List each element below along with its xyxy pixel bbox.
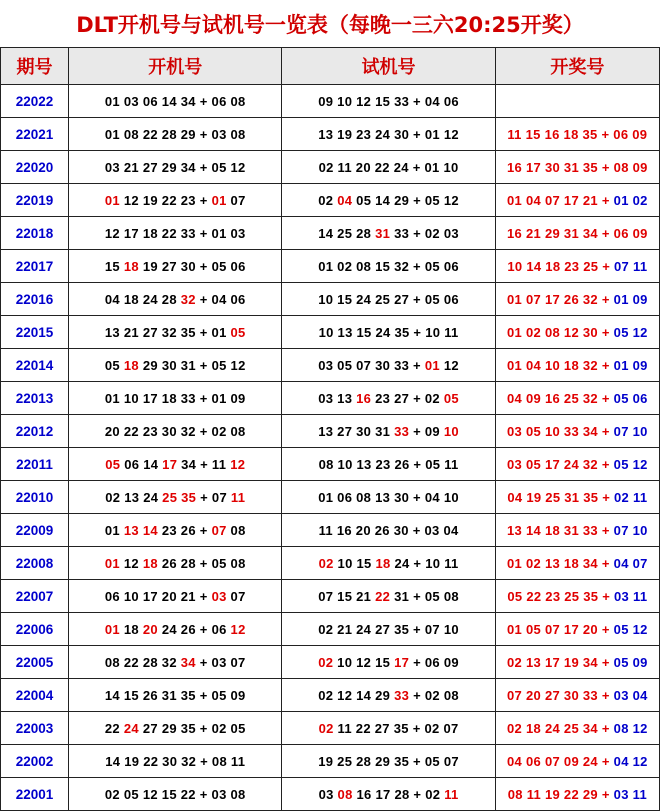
issue-number: 22006 (15, 621, 54, 637)
table-row (1, 85, 660, 118)
issue-number: 22009 (15, 522, 54, 538)
cell-open-number (69, 184, 282, 217)
cell-test-number (282, 745, 495, 778)
cell-test-number (282, 415, 495, 448)
cell-open-number (69, 85, 282, 118)
issue-number: 22008 (15, 555, 54, 571)
cell-draw-number (495, 85, 659, 118)
cell-draw-number-value: 02 13 17 19 34 + 05 09 (507, 654, 648, 670)
cell-draw-number (495, 514, 659, 547)
table-row (1, 745, 660, 778)
cell-draw-number (495, 151, 659, 184)
cell-draw-number (495, 283, 659, 316)
cell-test-number-value: 14 25 28 31 33 + 02 03 (318, 225, 459, 241)
cell-open-number-value: 01 12 19 22 23 + 01 07 (104, 192, 246, 208)
cell-open-number-value: 20 22 23 30 32 + 02 08 (104, 423, 246, 439)
table-row (1, 415, 660, 448)
cell-issue (1, 316, 69, 349)
cell-draw-number (495, 580, 659, 613)
cell-draw-number (495, 481, 659, 514)
cell-draw-number-value: 01 02 13 18 34 + 04 07 (507, 555, 648, 571)
table-row (1, 448, 660, 481)
cell-issue (1, 415, 69, 448)
issue-number: 22010 (15, 489, 54, 505)
cell-test-number (282, 514, 495, 547)
issue-number: 22014 (15, 357, 54, 373)
cell-draw-number (495, 316, 659, 349)
cell-issue (1, 85, 69, 118)
cell-open-number-value: 15 18 19 27 30 + 05 06 (104, 258, 246, 274)
cell-open-number-value: 02 05 12 15 22 + 03 08 (104, 786, 246, 802)
issue-number: 22016 (15, 291, 54, 307)
cell-test-number (282, 85, 495, 118)
cell-issue (1, 217, 69, 250)
cell-test-number-value: 13 27 30 31 33 + 09 10 (318, 423, 459, 439)
issue-number: 22005 (15, 654, 54, 670)
cell-draw-number (495, 778, 659, 811)
cell-open-number-value: 13 21 27 32 35 + 01 05 (104, 324, 246, 340)
column-header-draw: 开奖号 (495, 48, 659, 85)
cell-open-number-value: 14 19 22 30 32 + 08 11 (105, 753, 246, 769)
cell-open-number-value: 01 10 17 18 33 + 01 09 (104, 390, 246, 406)
cell-issue (1, 448, 69, 481)
cell-draw-number (495, 217, 659, 250)
issue-number: 22004 (15, 687, 54, 703)
cell-draw-number (495, 613, 659, 646)
cell-open-number (69, 547, 282, 580)
cell-issue (1, 118, 69, 151)
cell-draw-number-value: 13 14 18 31 33 + 07 10 (507, 522, 648, 538)
cell-test-number (282, 778, 495, 811)
cell-issue (1, 283, 69, 316)
cell-open-number-value: 01 08 22 28 29 + 03 08 (104, 126, 246, 142)
table-body (1, 85, 660, 811)
cell-test-number (282, 184, 495, 217)
cell-draw-number (495, 679, 659, 712)
cell-draw-number (495, 712, 659, 745)
issue-number: 22020 (15, 159, 54, 175)
cell-test-number (282, 217, 495, 250)
issue-number: 22003 (15, 720, 54, 736)
cell-issue (1, 514, 69, 547)
cell-open-number (69, 382, 282, 415)
cell-open-number (69, 217, 282, 250)
cell-draw-number (495, 349, 659, 382)
cell-test-number-value: 11 16 20 26 30 + 03 04 (318, 522, 459, 538)
cell-draw-number-value: 08 11 19 22 29 + 03 11 (507, 786, 647, 802)
cell-draw-number (495, 382, 659, 415)
column-header-test: 试机号 (282, 48, 495, 85)
cell-test-number (282, 118, 495, 151)
cell-open-number-value: 05 06 14 17 34 + 11 12 (105, 456, 246, 472)
cell-open-number-value: 01 12 18 26 28 + 05 08 (104, 555, 246, 571)
cell-open-number-value: 01 18 20 24 26 + 06 12 (104, 621, 246, 637)
cell-open-number-value: 06 10 17 20 21 + 03 07 (104, 588, 246, 604)
table-row (1, 712, 660, 745)
column-header-open: 开机号 (69, 48, 282, 85)
cell-issue (1, 547, 69, 580)
cell-open-number (69, 580, 282, 613)
cell-open-number-value: 14 15 26 31 35 + 05 09 (104, 687, 246, 703)
cell-draw-number-value: 16 17 30 31 35 + 08 09 (507, 159, 648, 175)
cell-issue (1, 712, 69, 745)
cell-issue (1, 613, 69, 646)
cell-draw-number-value: 01 05 07 17 20 + 05 12 (507, 621, 648, 637)
cell-test-number-value: 02 04 05 14 29 + 05 12 (318, 192, 459, 208)
table-row (1, 382, 660, 415)
cell-open-number (69, 118, 282, 151)
cell-test-number (282, 250, 495, 283)
cell-draw-number-value: 11 15 16 18 35 + 06 09 (507, 126, 648, 142)
cell-test-number-value: 19 25 28 29 35 + 05 07 (318, 753, 459, 769)
cell-test-number (282, 316, 495, 349)
cell-open-number (69, 250, 282, 283)
issue-number: 22013 (15, 390, 54, 406)
cell-issue (1, 778, 69, 811)
cell-open-number (69, 646, 282, 679)
table-row (1, 283, 660, 316)
cell-draw-number (495, 415, 659, 448)
cell-draw-number-value: 03 05 10 33 34 + 07 10 (507, 423, 648, 439)
cell-open-number (69, 514, 282, 547)
table-row (1, 514, 660, 547)
cell-test-number (282, 547, 495, 580)
cell-draw-number-value: 07 20 27 30 33 + 03 04 (507, 687, 648, 703)
cell-test-number (282, 646, 495, 679)
cell-draw-number-value: 05 22 23 25 35 + 03 11 (507, 588, 648, 604)
cell-open-number-value: 22 24 27 29 35 + 02 05 (104, 720, 246, 736)
cell-open-number (69, 481, 282, 514)
cell-test-number (282, 712, 495, 745)
cell-open-number-value: 01 13 14 23 26 + 07 08 (104, 522, 246, 538)
issue-number: 22018 (15, 225, 54, 241)
cell-issue (1, 745, 69, 778)
table-row (1, 481, 660, 514)
cell-open-number-value: 05 18 29 30 31 + 05 12 (104, 357, 246, 373)
cell-draw-number-value: 01 04 10 18 32 + 01 09 (507, 357, 648, 373)
cell-open-number-value: 03 21 27 29 34 + 05 12 (104, 159, 246, 175)
cell-test-number-value: 13 19 23 24 30 + 01 12 (318, 126, 459, 142)
cell-draw-number (495, 184, 659, 217)
issue-number: 22021 (15, 126, 54, 142)
cell-test-number (282, 613, 495, 646)
column-header-issue: 期号 (1, 48, 69, 85)
cell-draw-number-value: 04 06 07 09 24 + 04 12 (507, 753, 648, 769)
cell-issue (1, 481, 69, 514)
cell-issue (1, 580, 69, 613)
cell-open-number (69, 745, 282, 778)
issue-number: 22022 (15, 93, 54, 109)
cell-issue (1, 646, 69, 679)
table-row (1, 250, 660, 283)
cell-draw-number (495, 547, 659, 580)
cell-test-number-value: 03 05 07 30 33 + 01 12 (318, 357, 459, 373)
cell-draw-number (495, 646, 659, 679)
cell-draw-number-value: 03 05 17 24 32 + 05 12 (507, 456, 648, 472)
cell-test-number (282, 679, 495, 712)
issue-number: 22019 (15, 192, 54, 208)
cell-open-number (69, 415, 282, 448)
cell-issue (1, 151, 69, 184)
cell-issue (1, 250, 69, 283)
table-row (1, 547, 660, 580)
cell-test-number (282, 580, 495, 613)
cell-test-number-value: 07 15 21 22 31 + 05 08 (318, 588, 459, 604)
cell-draw-number (495, 745, 659, 778)
cell-draw-number-value: 02 18 24 25 34 + 08 12 (507, 720, 648, 736)
table-row (1, 184, 660, 217)
cell-open-number (69, 151, 282, 184)
cell-open-number (69, 778, 282, 811)
cell-test-number-value: 03 08 16 17 28 + 02 11 (318, 786, 459, 802)
cell-test-number (282, 349, 495, 382)
cell-test-number-value: 08 10 13 23 26 + 05 11 (318, 456, 459, 472)
cell-test-number (282, 382, 495, 415)
cell-open-number (69, 316, 282, 349)
table-row (1, 580, 660, 613)
table-row (1, 151, 660, 184)
cell-test-number-value: 10 15 24 25 27 + 05 06 (318, 291, 459, 307)
cell-open-number-value: 12 17 18 22 33 + 01 03 (104, 225, 246, 241)
cell-open-number (69, 448, 282, 481)
cell-issue (1, 382, 69, 415)
cell-test-number-value: 02 11 22 27 35 + 02 07 (318, 720, 459, 736)
cell-test-number-value: 03 13 16 23 27 + 02 05 (318, 390, 459, 406)
cell-open-number (69, 712, 282, 745)
cell-test-number (282, 151, 495, 184)
cell-open-number (69, 679, 282, 712)
cell-open-number-value: 08 22 28 32 34 + 03 07 (104, 654, 246, 670)
issue-number: 22007 (15, 588, 54, 604)
cell-draw-number-value: 01 04 07 17 21 + 01 02 (507, 192, 648, 208)
cell-test-number (282, 448, 495, 481)
cell-test-number (282, 283, 495, 316)
lottery-table (0, 47, 660, 811)
table-row (1, 118, 660, 151)
issue-number: 22002 (15, 753, 54, 769)
cell-test-number-value: 02 12 14 29 33 + 02 08 (318, 687, 459, 703)
cell-test-number (282, 481, 495, 514)
cell-draw-number-value: 04 19 25 31 35 + 02 11 (507, 489, 648, 505)
cell-open-number (69, 283, 282, 316)
cell-draw-number-value: 16 21 29 31 34 + 06 09 (507, 225, 648, 241)
cell-open-number (69, 349, 282, 382)
table-row (1, 349, 660, 382)
table-row (1, 646, 660, 679)
cell-test-number-value: 10 13 15 24 35 + 10 11 (318, 324, 459, 340)
cell-test-number-value: 02 11 20 22 24 + 01 10 (318, 159, 459, 175)
cell-draw-number (495, 448, 659, 481)
cell-draw-number-value: 01 02 08 12 30 + 05 12 (507, 324, 648, 340)
cell-open-number-value: 02 13 24 25 35 + 07 11 (105, 489, 246, 505)
cell-draw-number-value: 01 07 17 26 32 + 01 09 (507, 291, 648, 307)
cell-test-number-value: 01 02 08 15 32 + 05 06 (318, 258, 459, 274)
cell-draw-number (495, 118, 659, 151)
cell-draw-number-value: 04 09 16 25 32 + 05 06 (507, 390, 648, 406)
cell-open-number-value: 01 03 06 14 34 + 06 08 (104, 93, 246, 109)
cell-open-number (69, 613, 282, 646)
issue-number: 22011 (16, 456, 53, 472)
issue-number: 22017 (15, 258, 54, 274)
issue-number: 22012 (15, 423, 54, 439)
cell-test-number-value: 01 06 08 13 30 + 04 10 (318, 489, 459, 505)
table-row (1, 679, 660, 712)
table-row (1, 217, 660, 250)
table-row (1, 778, 660, 811)
cell-test-number-value: 02 10 15 18 24 + 10 11 (318, 555, 459, 571)
issue-number: 22015 (15, 324, 54, 340)
cell-issue (1, 184, 69, 217)
cell-open-number-value: 04 18 24 28 32 + 04 06 (104, 291, 246, 307)
cell-issue (1, 679, 69, 712)
issue-number: 22001 (15, 786, 54, 802)
cell-draw-number (495, 250, 659, 283)
page-title: DLT开机号与试机号一览表（每晚一三六20:25开奖） (76, 13, 584, 37)
table-row (1, 316, 660, 349)
cell-test-number-value: 09 10 12 15 33 + 04 06 (318, 93, 459, 109)
cell-test-number-value: 02 21 24 27 35 + 07 10 (318, 621, 459, 637)
cell-test-number-value: 02 10 12 15 17 + 06 09 (318, 654, 459, 670)
table-row (1, 613, 660, 646)
cell-issue (1, 349, 69, 382)
cell-draw-number-value: 10 14 18 23 25 + 07 11 (507, 258, 648, 274)
table-header-row (1, 48, 660, 85)
